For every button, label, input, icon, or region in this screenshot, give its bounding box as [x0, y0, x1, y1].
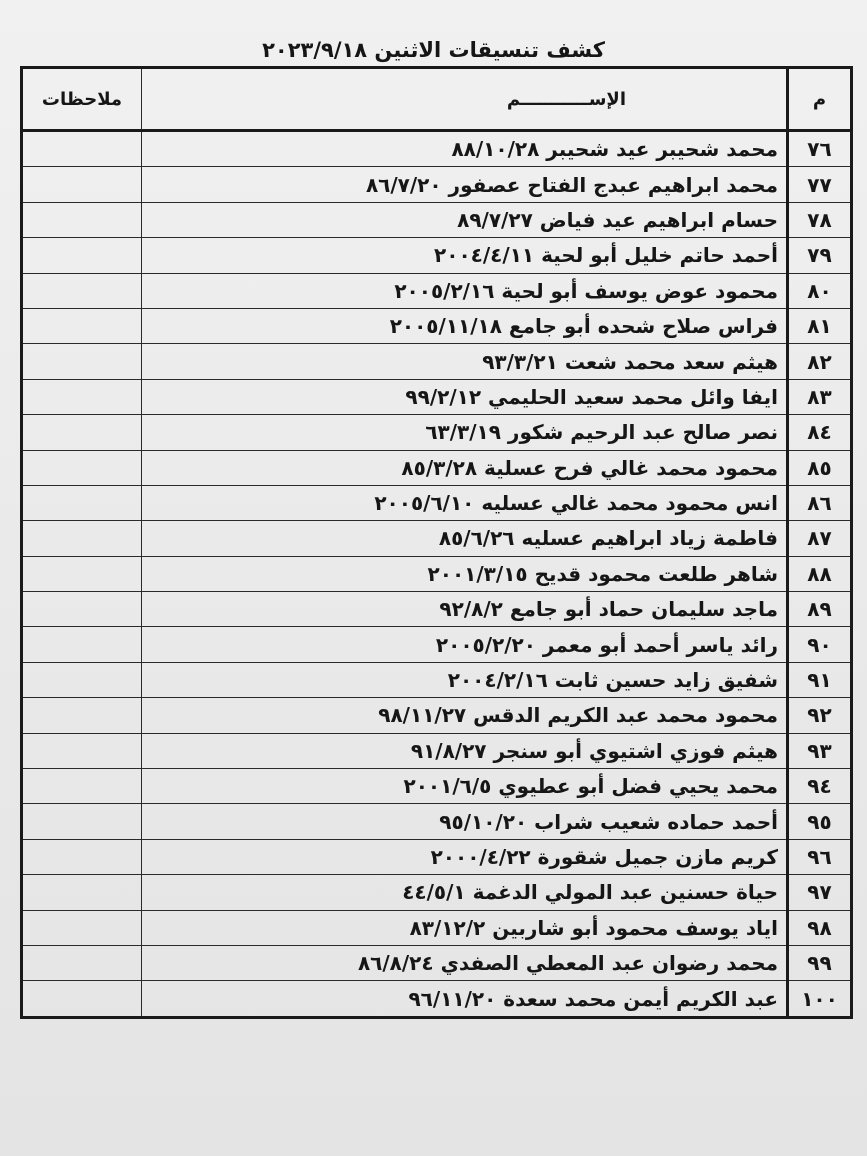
row-number: ٩٩: [788, 945, 852, 980]
table-row: [22, 415, 852, 450]
row-name: حياة حسنين عبد المولي الدغمة ٤٤/٥/١: [142, 875, 788, 910]
row-name: ماجد سليمان حماد أبو جامع ٩٢/٨/٢: [142, 592, 788, 627]
row-number: ٨٤: [788, 415, 852, 450]
row-number: ٧٧: [788, 167, 852, 202]
row-number: ٩٨: [788, 910, 852, 945]
row-name: رائد ياسر أحمد أبو معمر ٢٠٠٥/٢/٢٠: [142, 627, 788, 662]
row-name: فراس صلاح شحده أبو جامع ٢٠٠٥/١١/١٨: [142, 308, 788, 343]
row-notes: [22, 238, 142, 273]
table-row: [22, 556, 852, 591]
table-body: [22, 131, 852, 1018]
header-number: م: [788, 68, 852, 131]
row-notes: [22, 450, 142, 485]
table-row: [22, 981, 852, 1017]
table-row: [22, 167, 852, 202]
row-name: محمد رضوان عبد المعطي الصفدي ٨٦/٨/٢٤: [142, 945, 788, 980]
row-name: محمد يحيي فضل أبو عطيوي ٢٠٠١/٦/٥: [142, 769, 788, 804]
table-row: [22, 945, 852, 980]
row-number: ٨٠: [788, 273, 852, 308]
row-number: ٨٨: [788, 556, 852, 591]
table-header-row: [22, 68, 852, 131]
row-number: ٨١: [788, 308, 852, 343]
table-row: [22, 875, 852, 910]
table-row: [22, 910, 852, 945]
row-name: انس محمود محمد غالي عسليه ٢٠٠٥/٦/١٠: [142, 485, 788, 520]
row-number: ٨٣: [788, 379, 852, 414]
table-row: [22, 379, 852, 414]
row-number: ٧٦: [788, 131, 852, 167]
row-notes: [22, 308, 142, 343]
row-number: ٨٩: [788, 592, 852, 627]
row-number: ٨٢: [788, 344, 852, 379]
table-row: [22, 308, 852, 343]
row-notes: [22, 273, 142, 308]
row-number: ٩٤: [788, 769, 852, 804]
row-name: محمود محمد عبد الكريم الدقس ٩٨/١١/٢٧: [142, 698, 788, 733]
row-name: حسام ابراهيم عيد فياض ٨٩/٧/٢٧: [142, 202, 788, 237]
row-notes: [22, 592, 142, 627]
table-row: [22, 769, 852, 804]
row-notes: [22, 379, 142, 414]
table-row: [22, 485, 852, 520]
row-notes: [22, 875, 142, 910]
row-notes: [22, 521, 142, 556]
table-row: [22, 450, 852, 485]
row-notes: [22, 945, 142, 980]
row-number: ٨٧: [788, 521, 852, 556]
row-notes: [22, 733, 142, 768]
row-name: محمد شحيبر عيد شحيبر ٨٨/١٠/٢٨: [142, 131, 788, 167]
row-number: ١٠٠: [788, 981, 852, 1017]
row-notes: [22, 131, 142, 167]
header-notes: ملاحظات: [22, 68, 142, 131]
row-name: محمود عوض يوسف أبو لحية ٢٠٠٥/٢/١٦: [142, 273, 788, 308]
row-notes: [22, 556, 142, 591]
page-title: كشف تنسيقات الاثنين ٢٠٢٣/٩/١٨: [262, 38, 605, 62]
row-number: ٩٥: [788, 804, 852, 839]
row-notes: [22, 167, 142, 202]
row-name: شاهر طلعت محمود قديح ٢٠٠١/٣/١٥: [142, 556, 788, 591]
row-number: ٩٢: [788, 698, 852, 733]
table-row: [22, 344, 852, 379]
row-name: هيثم فوزي اشتيوي أبو سنجر ٩١/٨/٢٧: [142, 733, 788, 768]
row-number: ٨٥: [788, 450, 852, 485]
row-number: ٩٦: [788, 839, 852, 874]
row-name: هيثم سعد محمد شعت ٩٣/٣/٢١: [142, 344, 788, 379]
row-name: عبد الكريم أيمن محمد سعدة ٩٦/١١/٢٠: [142, 981, 788, 1017]
row-name: فاطمة زياد ابراهيم عسليه ٨٥/٦/٢٦: [142, 521, 788, 556]
row-number: ٩٧: [788, 875, 852, 910]
table-row: [22, 839, 852, 874]
table-row: [22, 662, 852, 697]
table-row: [22, 804, 852, 839]
table-row: [22, 698, 852, 733]
row-number: ٧٨: [788, 202, 852, 237]
table-row: [22, 733, 852, 768]
row-notes: [22, 769, 142, 804]
table-row: [22, 592, 852, 627]
row-notes: [22, 662, 142, 697]
row-notes: [22, 804, 142, 839]
row-notes: [22, 344, 142, 379]
row-notes: [22, 627, 142, 662]
row-number: ٩١: [788, 662, 852, 697]
row-notes: [22, 485, 142, 520]
table-row: [22, 131, 852, 167]
row-number: ٩٣: [788, 733, 852, 768]
table-row: [22, 202, 852, 237]
table-row: [22, 627, 852, 662]
header-name: الإســـــــــــم: [142, 68, 788, 131]
row-name: شفيق زايد حسين ثابت ٢٠٠٤/٢/١٦: [142, 662, 788, 697]
table-row: [22, 521, 852, 556]
row-notes: [22, 981, 142, 1017]
table-row: [22, 273, 852, 308]
row-number: ٨٦: [788, 485, 852, 520]
table-row: [22, 238, 852, 273]
row-number: ٧٩: [788, 238, 852, 273]
row-name: أحمد حاتم خليل أبو لحية ٢٠٠٤/٤/١١: [142, 238, 788, 273]
row-name: كريم مازن جميل شقورة ٢٠٠٠/٤/٢٢: [142, 839, 788, 874]
row-name: محمد ابراهيم عبدج الفتاح عصفور ٨٦/٧/٢٠: [142, 167, 788, 202]
row-name: محمود محمد غالي فرح عسلية ٨٥/٣/٢٨: [142, 450, 788, 485]
names-table: [20, 66, 853, 1019]
row-name: نصر صالح عبد الرحيم شكور ٦٣/٣/١٩: [142, 415, 788, 450]
row-name: أحمد حماده شعيب شراب ٩٥/١٠/٢٠: [142, 804, 788, 839]
row-notes: [22, 202, 142, 237]
row-notes: [22, 839, 142, 874]
row-name: ايفا وائل محمد سعيد الحليمي ٩٩/٢/١٢: [142, 379, 788, 414]
row-notes: [22, 415, 142, 450]
row-name: اياد يوسف محمود أبو شاربين ٨٣/١٢/٢: [142, 910, 788, 945]
row-notes: [22, 698, 142, 733]
row-number: ٩٠: [788, 627, 852, 662]
row-notes: [22, 910, 142, 945]
